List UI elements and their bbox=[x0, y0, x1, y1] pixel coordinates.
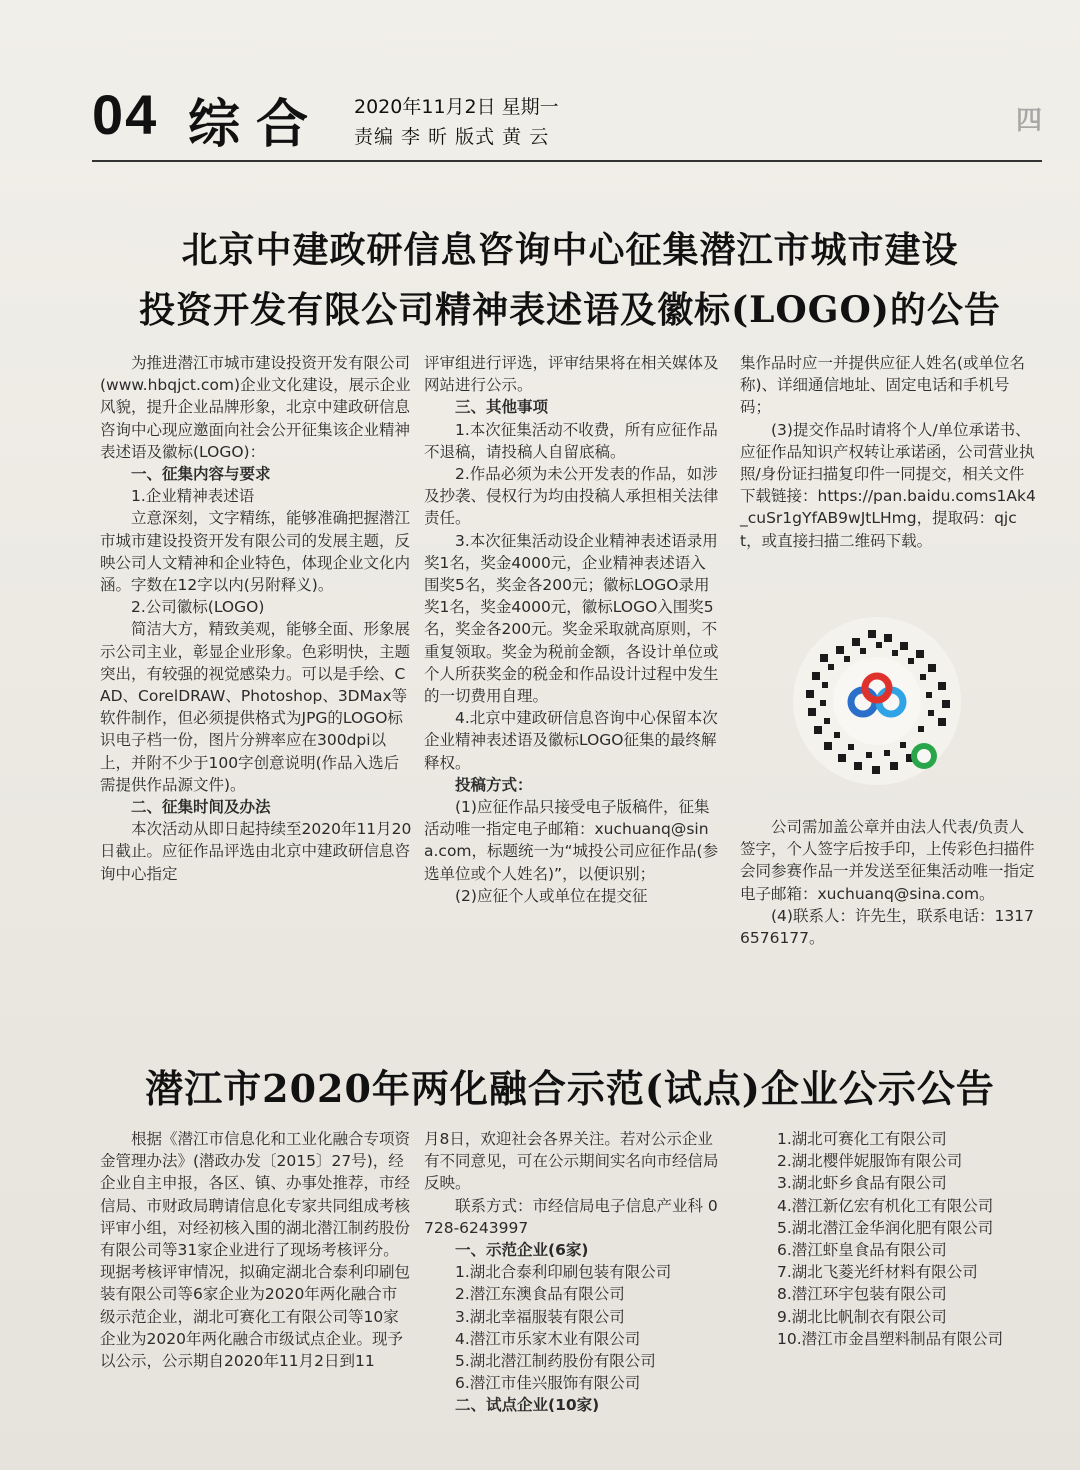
qr-code-icon bbox=[792, 616, 962, 786]
paragraph: 2.作品必须为未公开发表的作品，如涉及抄袭、侵权行为均由投稿人承担相关法律责任。 bbox=[424, 465, 719, 528]
section-heading: 一、示范企业(6家) bbox=[455, 1241, 589, 1260]
paragraph: 本次活动从即日起持续至2020年11月20日截止。应征作品评选由北京中建政研信息咨询中心指定 bbox=[100, 820, 412, 883]
paragraph: 1.本次征集活动不收费，所有应征作品不退稿，请投稿人自留底稿。 bbox=[424, 420, 718, 461]
paragraph: 4.北京中建政研信息咨询中心保留本次企业精神表述语及徽标LOGO征集的最终解释权。 bbox=[424, 709, 718, 772]
list-item: 1.湖北合泰利印刷包装有限公司 bbox=[455, 1263, 672, 1282]
subheading: 1.企业精神表述语 bbox=[131, 487, 255, 506]
list-item: 3.湖北幸福服装有限公司 bbox=[455, 1307, 625, 1326]
paragraph: 月8日，欢迎社会各界关注。若对公示企业有不同意见，可在公示期间实名向市经信局反映。 bbox=[424, 1130, 719, 1193]
list-item: 7.湖北飞菱光纤材料有限公司 bbox=[777, 1263, 978, 1282]
section-title: 综合 bbox=[188, 95, 325, 155]
paragraph: (3)提交作品时请将个人/单位承诺书、应征作品知识产权转让承诺函，公司营业执照/身份证扫描复印件一同提交，相关文件下载链接：https://pan.baidu.coms1Ak4_cuSr1gYfAB9wJtLHmg，提取码：qjct，或直接扫描二维码下载。 bbox=[740, 420, 1036, 550]
paragraph: (2)应征个人或单位在提交征 bbox=[455, 886, 648, 905]
subheading: 投稿方式： bbox=[455, 775, 533, 794]
article2-title: 潜江市2020年两化融合示范(试点)企业公示公告 bbox=[145, 1066, 995, 1111]
article2-column-3 bbox=[746, 1128, 1042, 1350]
section-heading: 二、征集时间及办法 bbox=[131, 798, 271, 817]
paragraph: 立意深刻，文字精练，能够准确把握潜江市城市建设投资开发有限公司的发展主题，反映公司人文精神和企业特色，体现企业文化内涵。字数在12字以内(另附释义)。 bbox=[100, 509, 411, 595]
page-number: 04 bbox=[92, 83, 159, 146]
article1-column-3 bbox=[740, 352, 1038, 552]
qr-code[interactable] bbox=[792, 616, 962, 786]
section-heading: 一、征集内容与要求 bbox=[131, 465, 271, 484]
paragraph: 3.本次征集活动设企业精神表述语录用奖1名，奖金4000元，企业精神表述语入围奖5名，奖金各200元；徽标LOGO录用奖1名，奖金4000元，徽标LOGO入围奖5名，奖金各200元。奖金采取就高原则，不重复领取。奖金为税前金额，各设计单位或个人所获奖金的税金和作品设计过程中发生的一切费用自理。 bbox=[424, 531, 719, 706]
paragraph: 为推进潜江市城市建设投资开发有限公司(www.hbqjct.com)企业文化建设，展示企业风貌，提升企业品牌形象，北京中建政研信息咨询中心现应邀面向社会公开征集该企业精神表述语及徽标(LOGO)： bbox=[100, 354, 411, 461]
paragraph: (4)联系人：许先生，联系电话：13176576177。 bbox=[740, 906, 1034, 948]
issue-date: 2020年11月2日 星期一 bbox=[354, 96, 559, 118]
list-item: 3.湖北虾乡食品有限公司 bbox=[777, 1174, 947, 1193]
list-item: 8.潜江环宇包装有限公司 bbox=[777, 1285, 947, 1304]
article1-title-line1: 北京中建政研信息咨询中心征集潜江市城市建设 bbox=[181, 229, 959, 271]
paragraph: 根据《潜江市信息化和工业化融合专项资金管理办法》(潜政办发〔2015〕27号)，经企业自主申报，各区、镇、办事处推荐，市经信局、市财政局聘请信息化专家共同组成考核评审小组，对经初核入围的湖北潜江制药股份有限公司等31家企业进行了现场考核评分。现据考核评审情况，拟确定湖北合泰利印刷包装有限公司等6家企业为2020年两化融合市级示范企业，湖北可赛化工有限公司等10家企业为2020年两化融合市级试点企业。现予以公示，公示期自2020年11月2日到11 bbox=[100, 1130, 411, 1371]
subheading: 2.公司徽标(LOGO) bbox=[131, 598, 265, 617]
list-item: 6.潜江市佳兴服饰有限公司 bbox=[455, 1374, 641, 1393]
paragraph: 公司需加盖公章并由法人代表/负责人签字，个人签字后按手印，上传彩色扫描件会同参赛作品一并发送至征集活动唯一指定电子邮箱：xuchuanq@sina.com。 bbox=[740, 818, 1035, 903]
paragraph: 联系方式：市经信局电子信息产业科 0728-6243997 bbox=[424, 1196, 718, 1237]
paragraph: 简洁大方，精致美观，能够全面、形象展示公司主业，彰显企业形象。色彩明快，主题突出，有较强的视觉感染力。可以是手绘、CAD、CorelDRAW、Photoshop、3DMax等软件制作，但必须提供格式为JPG的LOGO标识电子档一份，图片分辨率应在300dpi以上，并附不少于100字创意说明(作品入选后需提供作品源文件)。 bbox=[100, 620, 411, 794]
list-item: 10.潜江市金昌塑料制品有限公司 bbox=[777, 1329, 1004, 1348]
list-item: 4.潜江市乐家木业有限公司 bbox=[455, 1329, 641, 1348]
list-item: 2.湖北樱伴妮服饰有限公司 bbox=[777, 1152, 963, 1171]
article2-column-2 bbox=[424, 1128, 720, 1417]
list-item: 4.潜江新亿宏有机化工有限公司 bbox=[777, 1196, 994, 1215]
article1-column-3-continued bbox=[740, 816, 1038, 949]
list-item: 9.湖北比帆制衣有限公司 bbox=[777, 1307, 947, 1326]
article1-title-line2: 投资开发有限公司精神表述语及徽标(LOGO)的公告 bbox=[139, 289, 1001, 331]
masthead bbox=[92, 82, 1042, 162]
editor-credits: 责编 李 昕 版式 黄 云 bbox=[354, 126, 550, 148]
paragraph: 集作品时应一并提供应征人姓名(或单位名称)、详细通信地址、固定电话和手机号码； bbox=[740, 354, 1026, 417]
list-item: 6.潜江虾皇食品有限公司 bbox=[777, 1241, 947, 1260]
list-item: 5.湖北潜江金华润化肥有限公司 bbox=[777, 1218, 994, 1237]
section-heading: 三、其他事项 bbox=[455, 398, 549, 417]
article1-column-1 bbox=[100, 352, 412, 885]
paragraph: (1)应征作品只接受电子版稿件，征集活动唯一指定电子邮箱：xuchuanq@sina.com，标题统一为“城投公司应征作品(参选单位或个人姓名)”，以便识别； bbox=[424, 798, 719, 883]
article1-column-2 bbox=[424, 352, 720, 907]
article2-column-1 bbox=[100, 1128, 412, 1372]
list-item: 1.湖北可赛化工有限公司 bbox=[777, 1130, 947, 1148]
list-item: 2.潜江东澳食品有限公司 bbox=[455, 1285, 625, 1304]
paragraph: 评审组进行评选，评审结果将在相关媒体及网站进行公示。 bbox=[424, 354, 719, 395]
section-heading: 二、试点企业(10家) bbox=[455, 1396, 600, 1415]
list-item: 5.湖北潜江制药股份有限公司 bbox=[455, 1352, 656, 1371]
masthead-rule bbox=[92, 160, 1042, 162]
corner-mark: 四 bbox=[1015, 106, 1042, 136]
